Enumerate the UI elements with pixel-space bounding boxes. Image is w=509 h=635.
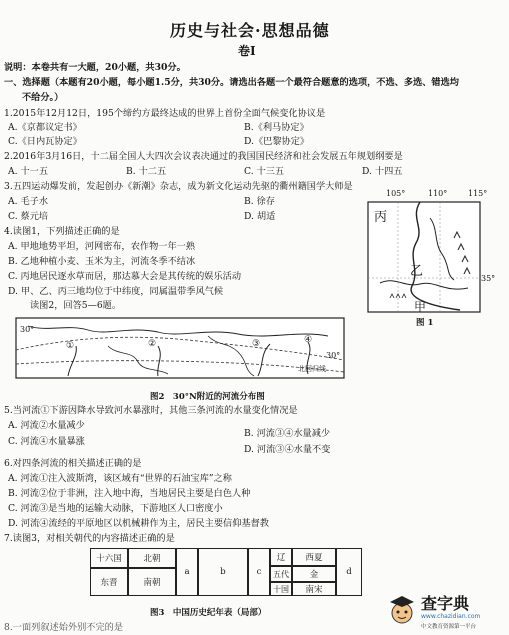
q2-option-c: C. 十三五 [244,166,285,177]
q5-option-d: D. 河流③④水量不变 [244,444,331,455]
fig1-label-jia: 甲 [414,300,427,314]
q6-option-a: A. 河流①注入波斯湾，该区域有“世界的石油宝库”之称 [8,473,232,484]
q4-stem: 4.读图1，下列描述正确的是 [4,226,120,237]
q5-option-b: B. 河流③④水量减少 [244,428,331,439]
chazidian-watermark [387,591,505,633]
fig2-lat-left: 30° [20,325,35,334]
q4-reading-note: 读图2，回答5—6题。 [30,300,122,311]
volume-label: 卷Ⅰ [238,44,256,58]
q2-option-b: B. 十二五 [126,166,167,177]
fig3-cell-c: c [248,548,270,596]
q4-option-d: D. 甲、乙、丙三地均位于中纬度，同属温带季风气候 [8,286,224,297]
intro-text: 说明：本卷共有一大题，20小题，共30分。 [4,62,186,73]
q1-option-c: C.《日内瓦协定》 [8,136,82,147]
q1-option-d: D.《巴黎协定》 [244,136,310,147]
figure-2-map [8,316,348,386]
fig3-cell-xixia: 西夏 [292,548,336,566]
q6-option-c: C. 河流③是当地的运输大动脉，下游地区人口密度小 [8,503,223,514]
watermark-brand: 查字典 [421,594,470,613]
q6-option-b: B. 河流②位于非洲，注入地中海，当地居民主要是白色人种 [8,488,251,499]
fig3-cell-jin: 金 [292,566,336,582]
fig3-cell-wudai: 五代 [270,566,292,582]
fig2-caption: 图2 30°N附近的河流分布图 [150,392,265,402]
fig3-cell-beichao: 北朝 [128,548,176,568]
fig3-cell-b: b [198,548,248,596]
watermark-url: www.chazidian.com [421,613,481,620]
q2-option-a: A. 十一五 [8,166,49,177]
fig1-caption: 图 1 [416,318,434,328]
q3-option-d: D. 胡适 [244,211,276,222]
q5-stem: 5.当河流①下游因降水导致河水暴涨时，其他三条河流的水量变化情况是 [4,405,298,416]
q5-option-c: C. 河流④水量暴涨 [8,436,85,447]
section-instructions-line1: 一、选择题（本题有20小题，每小题1.5分，共30分。请选出各题一个最符合题意的选项，不选、多选、错选均 [4,77,459,88]
q2-option-d: D. 十四五 [362,166,403,177]
q6-stem: 6.对四条河流的相关描述正确的是 [4,458,142,469]
fig2-tropic-label: 北回归线 [298,365,326,373]
section-instructions-line2: 不给分。） [22,92,64,103]
fig3-cell-nansong: 南宋 [292,582,336,596]
q4-option-a: A. 甲地地势平坦，河网密布，农作物一年一熟 [8,241,196,252]
q3-option-a: A. 毛子水 [8,196,49,207]
fig2-river-4: ④ [304,334,313,345]
fig2-lat-right: 30° [326,351,341,360]
figure-1-map [350,188,500,328]
q5-option-a: A. 河流②水量减少 [8,420,85,431]
q1-option-b: B.《利马协定》 [244,122,309,133]
fig3-cell-dongjin: 东晋 [90,568,128,596]
fig2-river-3: ③ [252,338,261,349]
page-title: 历史与社会·思想品德 [170,21,330,40]
fig2-river-1: ① [66,340,75,351]
q6-option-d: D. 河流④流经的平原地区以机械耕作为主，居民主要信仰基督教 [8,518,269,529]
fig1-label-yi: 乙 [410,264,424,279]
q1-stem: 1.2015年12月12日，195个缔约方最终达成的世界上首份全面气候变化协议是 [4,108,326,119]
watermark-slogan: 中文教育资源第一平台 [421,624,477,630]
fig1-label-bing: 丙 [374,210,388,225]
mascot-icon [387,593,417,627]
fig3-cell-d: d [336,548,362,596]
fig3-cell-nanchao: 南朝 [128,568,176,596]
fig1-lon-105: 105° [386,189,406,198]
q1-option-a: A.《京都议定书》 [8,122,82,133]
fig3-cell-16kingdoms: 十六国 [90,548,128,568]
fig3-cell-shiguo: 十国 [270,582,292,596]
q4-option-b: B. 乙地种植小麦、玉米为主，河流冬季不结冰 [8,256,196,267]
q3-option-b: B. 徐存 [244,196,275,207]
q8-partial-line: 8.一面列叙述始外别不完的是 [4,622,124,633]
fig1-lon-110: 110° [428,189,448,198]
fig2-river-2: ② [148,338,157,349]
q2-stem: 2.2016年3月16日，十二届全国人大四次会议表决通过的我国国民经济和社会发展五年规划纲要是 [4,151,403,162]
fig1-lon-115: 115° [468,189,488,198]
q3-option-c: C. 蔡元培 [8,211,49,222]
fig3-caption: 图3 中国历史纪年表（局部） [150,608,267,618]
q4-option-c: C. 丙地居民逐水草而居，那达慕大会是其传统的娱乐活动 [8,271,242,282]
q3-stem: 3.五四运动爆发前，发起创办《新潮》杂志，成为新文化运动先驱的衢州籍国学大师是 [4,181,353,192]
q7-stem: 7.读图3，对相关朝代的内容描述正确的是 [4,533,175,544]
fig3-cell-liao: 辽 [270,548,292,566]
fig1-lat-35: 35° [481,274,496,283]
fig3-cell-a: a [176,548,198,596]
